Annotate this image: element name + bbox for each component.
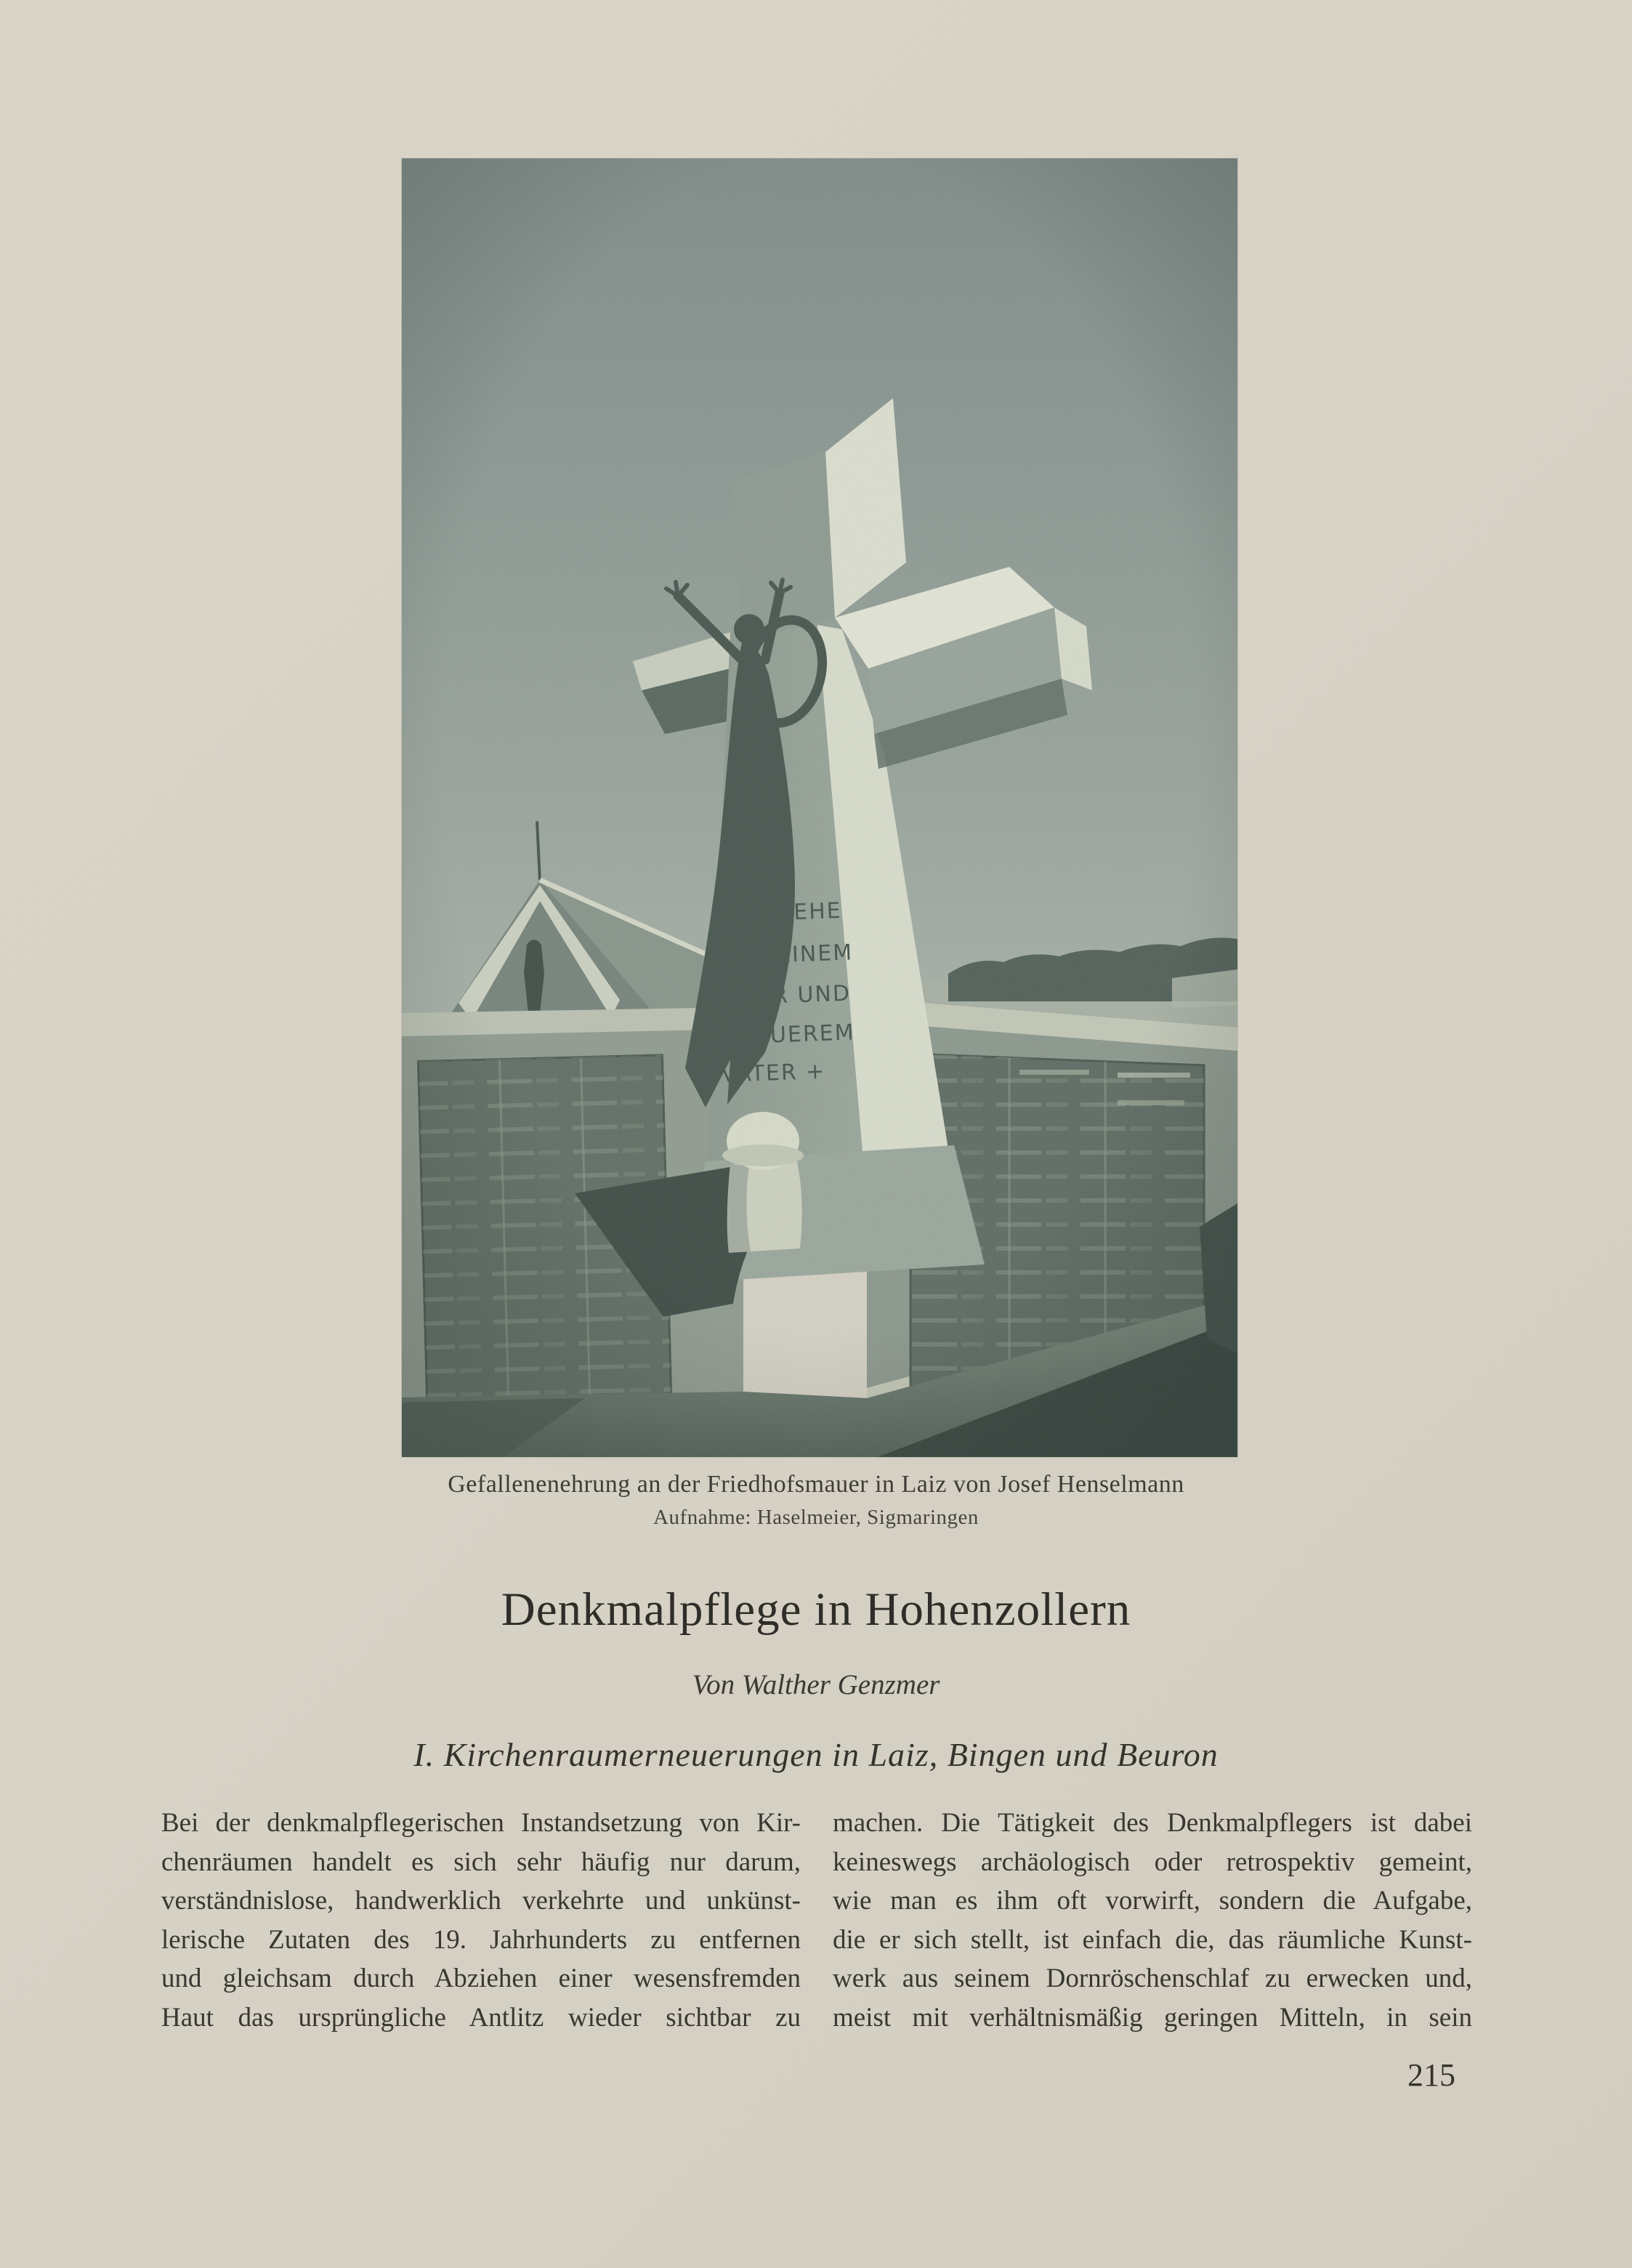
article-title: Denkmalpflege in Hohenzollern [501, 1583, 1131, 1636]
text-line: die er sich stellt, ist einfach die, das räumliche Kunst- [833, 1924, 1472, 1955]
text-line: Haut das ursprüngliche Antlitz wieder sichtbar zu [161, 2002, 801, 2033]
text-line: werk aus seinem Dornröschenschlaf zu erwecken und, [833, 1964, 1472, 1993]
section-heading: I. Kirchenraumerneuerungen in Laiz, Bingen und Beuron [413, 1736, 1219, 1773]
text-line: Bei der denkmalpflegerischen Instandsetzung von Kir- [161, 1808, 801, 1838]
photo-vignette [402, 158, 1237, 1457]
text-line: keineswegs archäologisch oder retrospektiv gemeint, [833, 1847, 1472, 1877]
text-line: lerische Zutaten des 19. Jahrhunderts zu entfernen [161, 1924, 801, 1955]
page-number: 215 [1407, 2057, 1455, 2093]
body-column-left [161, 1804, 801, 2037]
body-column-right [833, 1804, 1472, 2037]
article-byline: Von Walther Genzmer [692, 1669, 940, 1700]
text-line: meist mit verhältnismäßig geringen Mitteln, in sein [833, 2002, 1472, 2033]
text-line: und gleichsam durch Abziehen einer wesensfremden [161, 1964, 801, 1993]
text-line: verständnislose, handwerklich verkehrte und unkünst- [161, 1886, 801, 1916]
photo-caption: Gefallenenehrung an der Friedhofsmauer in Laiz von Josef Henselmann [448, 1471, 1184, 1498]
memorial-photograph [402, 158, 1237, 1457]
photo-credit: Aufnahme: Haselmeier, Sigmaringen [653, 1506, 979, 1529]
text-line: machen. Die Tätigkeit des Denkmalpflegers ist dabei [833, 1808, 1472, 1838]
memorial-photo-art [402, 158, 1237, 1457]
text-line: chenräumen handelt es sich sehr häufig nur darum, [161, 1847, 801, 1877]
text-line: wie man es ihm oft vorwirft, sondern die Aufgabe, [833, 1886, 1472, 1916]
